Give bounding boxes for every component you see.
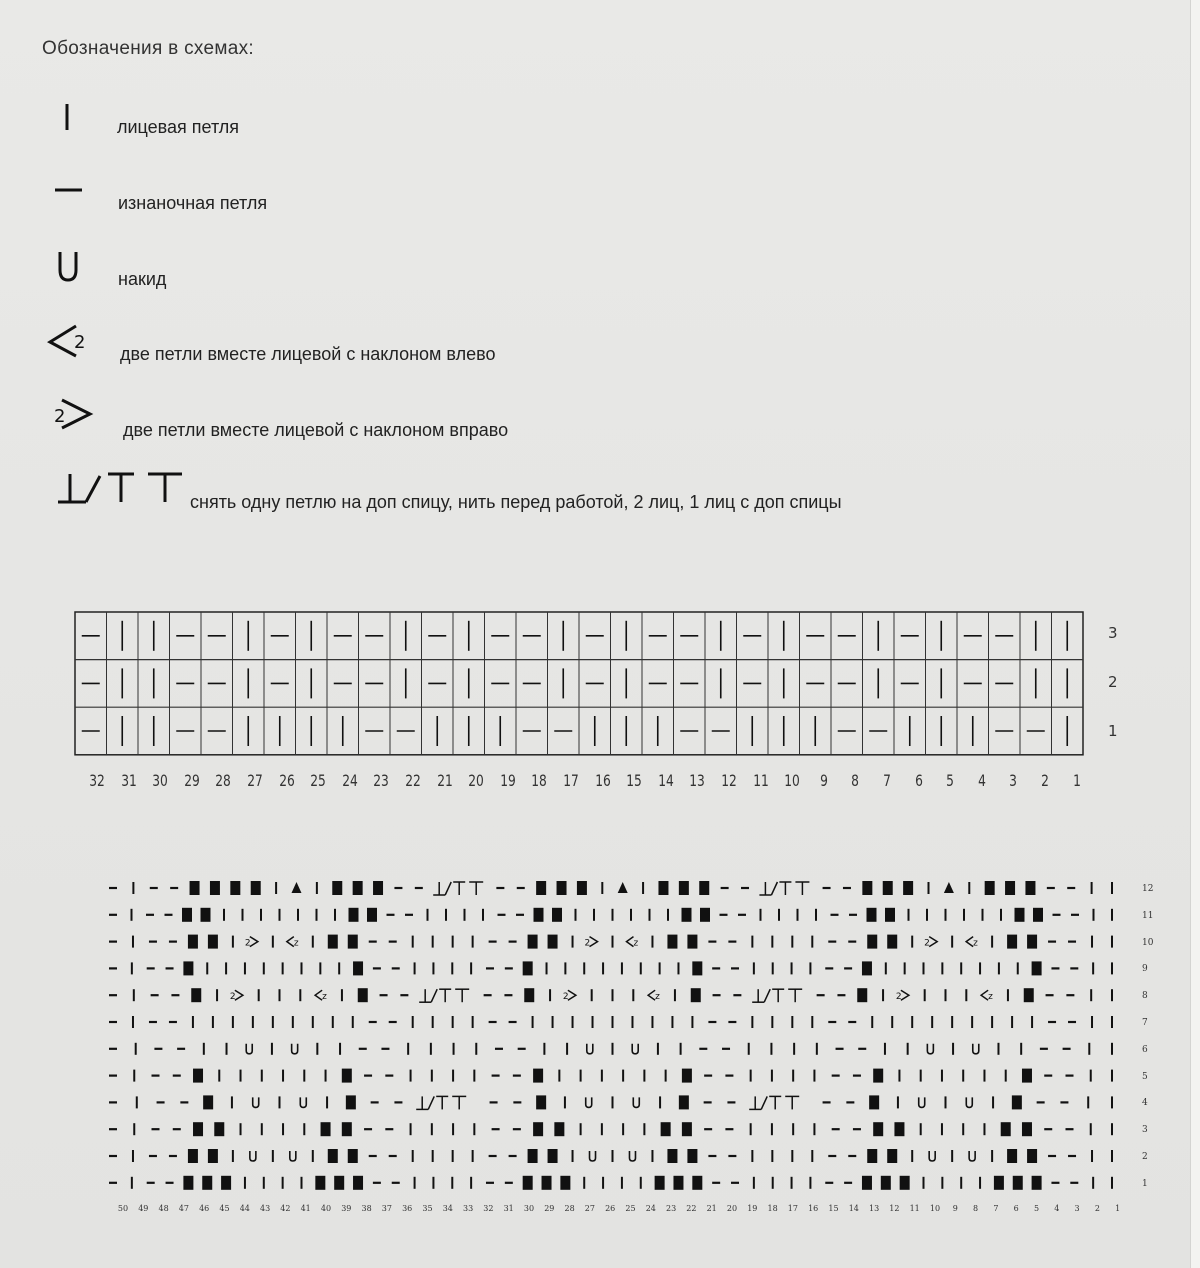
col-number: 21 [436,771,453,790]
col-number: 24 [645,1204,656,1213]
col-number: 1 [1072,771,1081,790]
col-number: 44 [239,1204,250,1213]
svg-text:z: z [633,938,639,949]
col-number: 18 [767,1204,778,1213]
col-number: 8 [973,1204,979,1213]
svg-text:2: 2 [54,406,66,427]
k2tog-right-icon [52,396,98,434]
col-number: 31 [503,1204,514,1213]
row-number: 2 [1142,1152,1148,1162]
row-number: 2 [1108,673,1118,691]
col-number: 27 [247,771,263,790]
svg-text:2: 2 [562,992,569,1003]
row-number: 4 [1142,1098,1148,1109]
col-number: 16 [594,771,611,790]
col-number: 25 [625,1204,636,1213]
col-number: 19 [500,771,516,790]
col-number: 10 [929,1204,941,1213]
col-number: 13 [869,1204,880,1213]
row-number: 10 [1142,937,1154,948]
yarn-over-icon [54,248,84,284]
svg-text:2: 2 [895,992,902,1003]
col-number: 7 [883,771,891,790]
col-number: 46 [199,1204,210,1213]
col-number: 23 [666,1204,677,1213]
col-number: 4 [977,771,986,790]
row-number: 9 [1142,964,1148,975]
col-number: 1 [1115,1204,1121,1213]
col-number: 30 [523,1204,535,1213]
col-number: 11 [909,1204,920,1213]
col-number: 5 [1033,1204,1040,1213]
col-number: 15 [828,1204,839,1213]
svg-text:z: z [988,992,993,1003]
row-number: 3 [1108,624,1118,642]
svg-text:2: 2 [584,938,591,949]
row-number: 1 [1142,1178,1148,1189]
col-number: 15 [626,771,642,790]
col-number: 2 [1094,1204,1100,1213]
col-number: 26 [278,771,295,790]
col-number: 36 [402,1204,413,1213]
knit-stitch-icon [58,100,78,134]
col-number: 39 [341,1204,352,1213]
svg-text:2: 2 [244,938,251,949]
col-number: 26 [605,1204,616,1213]
col-number: 5 [946,771,955,790]
col-number: 29 [184,771,200,790]
col-number: 14 [658,771,674,790]
legend-title: Обозначения в схемах: [42,38,254,59]
col-number: 32 [483,1204,494,1213]
col-number: 47 [178,1204,189,1213]
col-number: 40 [320,1204,332,1213]
col-number: 14 [848,1204,859,1213]
row-number: 5 [1142,1071,1148,1082]
col-number: 6 [914,771,923,790]
col-number: 11 [752,771,769,790]
svg-text:z: z [973,938,978,949]
col-number: 27 [584,1204,595,1213]
legend-label-yarn-over: накид [118,269,167,289]
col-number: 41 [300,1204,311,1213]
svg-text:2: 2 [924,938,930,949]
legend-label-k2tog-right: две петли вместе лицевой с наклоном вправо [123,420,509,440]
col-number: 23 [373,771,390,790]
legend-label-knit: лицевая петля [117,117,240,137]
col-number: 7 [993,1204,999,1213]
col-number: 37 [381,1204,392,1213]
legend-label-purl: изнаночная петля [118,193,268,213]
col-number: 34 [442,1204,453,1213]
col-number: 28 [564,1204,575,1213]
purl-stitch-icon [52,180,86,200]
legend-label-cable: снять одну петлю на доп спицу, нить перед работой, 2 лиц, 1 лиц с доп спицы [190,492,842,512]
row-number: 11 [1142,910,1154,921]
col-number: 49 [138,1204,149,1213]
page-edge [1190,0,1200,1268]
col-number: 16 [808,1204,819,1213]
col-number: 28 [215,771,232,790]
col-number: 6 [1013,1204,1019,1213]
col-number: 17 [563,771,579,790]
row-number: 8 [1142,991,1148,1002]
col-number: 19 [747,1204,758,1213]
row-number: 12 [1142,884,1154,894]
col-number: 4 [1054,1204,1060,1213]
col-number: 29 [544,1204,555,1213]
col-number: 20 [468,771,484,790]
col-number: 33 [463,1204,474,1213]
col-number: 8 [851,771,860,790]
svg-text:z: z [655,992,660,1003]
row-number: 1 [1108,722,1118,740]
col-number: 9 [952,1204,958,1213]
col-number: 48 [158,1204,169,1213]
k2tog-left-icon [46,322,92,360]
row-number: 6 [1142,1044,1148,1055]
col-number: 43 [260,1204,271,1213]
col-number: 24 [342,771,358,790]
col-number: 21 [706,1204,717,1213]
col-number: 9 [819,771,828,790]
row-number: 7 [1142,1018,1148,1028]
svg-text:z: z [322,992,327,1003]
col-number: 3 [1074,1204,1080,1213]
col-number: 12 [889,1204,900,1213]
col-number: 30 [152,771,168,790]
row-number: 3 [1142,1125,1148,1136]
col-number: 45 [219,1204,230,1213]
col-number: 31 [120,771,137,790]
col-number: 42 [280,1204,291,1213]
col-number: 3 [1009,771,1018,790]
svg-text:2: 2 [229,992,236,1003]
col-number: 12 [721,771,737,790]
legend-label-k2tog-left: две петли вместе лицевой с наклоном влево [120,344,496,364]
svg-text:2: 2 [74,332,86,353]
col-number: 13 [689,771,706,790]
col-number: 25 [310,771,326,790]
col-number: 38 [361,1204,372,1213]
svg-text:z: z [293,938,299,949]
rib-chart-svg [74,611,1104,759]
col-number: 20 [726,1204,738,1213]
col-number: 50 [117,1204,129,1213]
cable-stitch-icon [56,466,186,510]
col-number: 17 [787,1204,798,1213]
col-number: 22 [686,1204,697,1213]
col-number: 10 [784,771,800,790]
col-number: 2 [1041,771,1049,790]
col-number: 32 [89,771,105,790]
col-number: 18 [531,771,548,790]
col-number: 35 [422,1204,433,1213]
col-number: 22 [405,771,421,790]
